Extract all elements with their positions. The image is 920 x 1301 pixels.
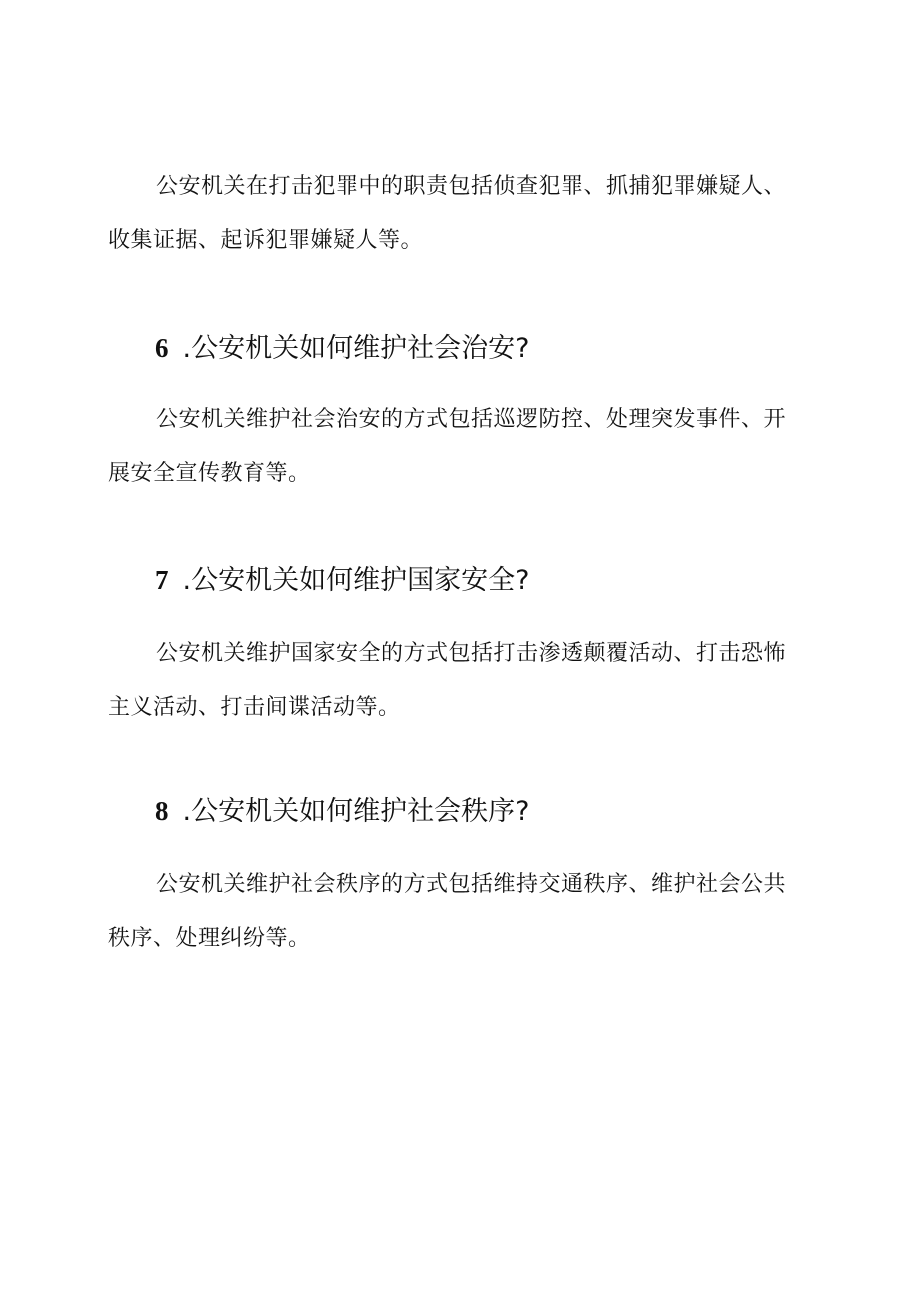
section-number-8: 8 (155, 796, 169, 826)
section-heading-6 (155, 330, 529, 367)
section-heading-8 (155, 793, 529, 830)
intro-paragraph: 公安机关在打击犯罪中的职责包括侦查犯罪、抓捕犯罪嫌疑人、收集证据、起诉犯罪嫌疑人等。 (108, 174, 787, 253)
section-body-6: 公安机关维护社会治安的方式包括巡逻防控、处理突发事件、开展安全宣传教育等。 (108, 407, 787, 486)
section-body-7: 公安机关维护国家安全的方式包括打击渗透颠覆活动、打击恐怖主义活动、打击间谍活动等。 (108, 641, 787, 720)
section-heading-7 (155, 562, 529, 599)
section-title-7: .公安机关如何维护国家安全? (182, 565, 530, 596)
section-title-8: .公安机关如何维护社会秩序? (182, 796, 530, 827)
section-number-7: 7 (155, 565, 169, 595)
section-body-8: 公安机关维护社会秩序的方式包括维持交通秩序、维护社会公共秩序、处理纠纷等。 (108, 872, 787, 951)
section-title-6: .公安机关如何维护社会治安? (182, 333, 530, 364)
section-number-6: 6 (155, 333, 169, 363)
